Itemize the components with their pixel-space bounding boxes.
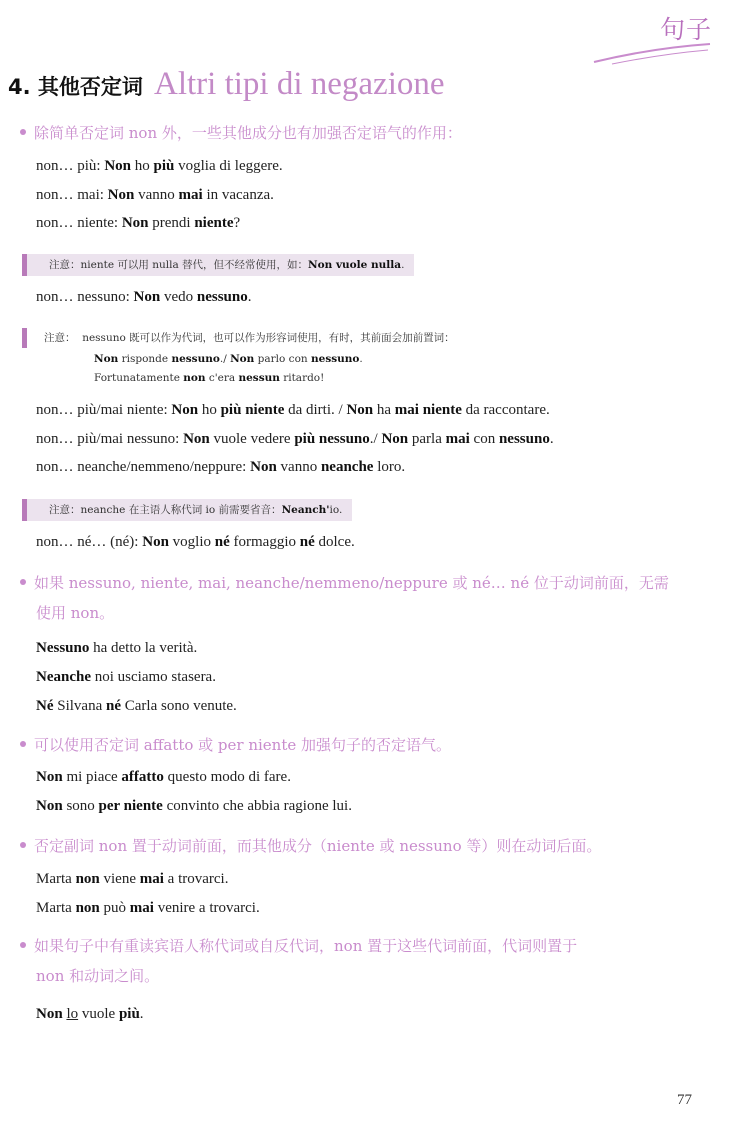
- rule-bullet-2: 如果 nessuno, niente, mai, neanche/nemmeno/neppure 或 né… né 位于动词前面，无需 使用 non。: [20, 568, 710, 628]
- section-heading: [8, 66, 738, 103]
- rule-bullet-1: [20, 118, 710, 148]
- example-line: non… mai: Non vanno mai in vacanza.: [36, 187, 274, 203]
- bullet-dot: [20, 579, 26, 585]
- example-line: Né Silvana né Carla sono venute.: [36, 698, 237, 714]
- example-line: non… nessuno: Non vedo nessuno.: [36, 289, 252, 305]
- example-line: Nessuno ha detto la verità.: [36, 640, 198, 656]
- bullet-dot: [20, 741, 26, 747]
- example-line: Neanche noi usciamo stasera.: [36, 669, 216, 685]
- note-box-3: 注意：neanche 在主语人称代词 io 前需要省音：Neanch'io.: [22, 499, 352, 521]
- note-example: Fortunatamente non c'era nessun ritardo!: [94, 372, 325, 384]
- rule-bullet-3: 可以使用否定词 affatto 或 per niente 加强句子的否定语气。: [20, 730, 710, 760]
- example-line: non… più/mai nessuno: Non vuole vedere più nessuno./ Non parla mai con nessuno.: [36, 431, 554, 447]
- example-line: non… più: Non ho più voglia di leggere.: [36, 158, 283, 174]
- rule-bullet-4: 否定副词 non 置于动词前面，而其他成分（niente 或 nessuno 等）则在动词后面。: [20, 831, 710, 861]
- chapter-tab-label: 句子: [659, 15, 712, 44]
- example-line: non… più/mai niente: Non ho più niente da dirti. / Non ha mai niente da raccontare.: [36, 402, 550, 418]
- section-heading-it: Altri tipi di negazione: [154, 66, 445, 102]
- chapter-tab: [592, 10, 712, 70]
- example-line: Non lo vuole più.: [36, 1006, 144, 1022]
- example-line: non… niente: Non prendi niente?: [36, 215, 241, 231]
- bullet-dot: [20, 129, 26, 135]
- rule-bullet-5: 如果句子中有重读宾语人称代词或自反代词，non 置于这些代词前面，代词则置于 non 和动词之间。: [20, 931, 710, 991]
- note-bar: [22, 328, 27, 348]
- rule-text: 除简单否定词 non 外，一些其他成分也有加强否定语气的作用：: [34, 124, 462, 142]
- example-line: Marta non può mai venire a trovarci.: [36, 900, 260, 916]
- note-example: Non risponde nessuno./ Non parlo con nessuno.: [94, 353, 363, 365]
- bullet-dot: [20, 842, 26, 848]
- example-line: Non mi piace affatto questo modo di fare.: [36, 769, 291, 785]
- note-box-2: 注意： nessuno 既可以作为代词，也可以作为形容词使用，有时，其前面会加前置词：: [22, 328, 455, 348]
- example-line: non… neanche/nemmeno/neppure: Non vanno neanche loro.: [36, 459, 406, 475]
- bullet-dot: [20, 942, 26, 948]
- section-heading-cn: 4. 其他否定词: [8, 75, 143, 99]
- example-line: Marta non viene mai a trovarci.: [36, 871, 229, 887]
- note-box-1: 注意：niente 可以用 nulla 替代，但不经常使用，如：Non vuole nulla.: [22, 254, 414, 276]
- example-line: Non sono per niente convinto che abbia ragione lui.: [36, 798, 352, 814]
- swoosh-decoration: [592, 40, 712, 66]
- page-number: 77: [677, 1092, 692, 1108]
- example-line: non… né… (né): Non voglio né formaggio né dolce.: [36, 534, 355, 550]
